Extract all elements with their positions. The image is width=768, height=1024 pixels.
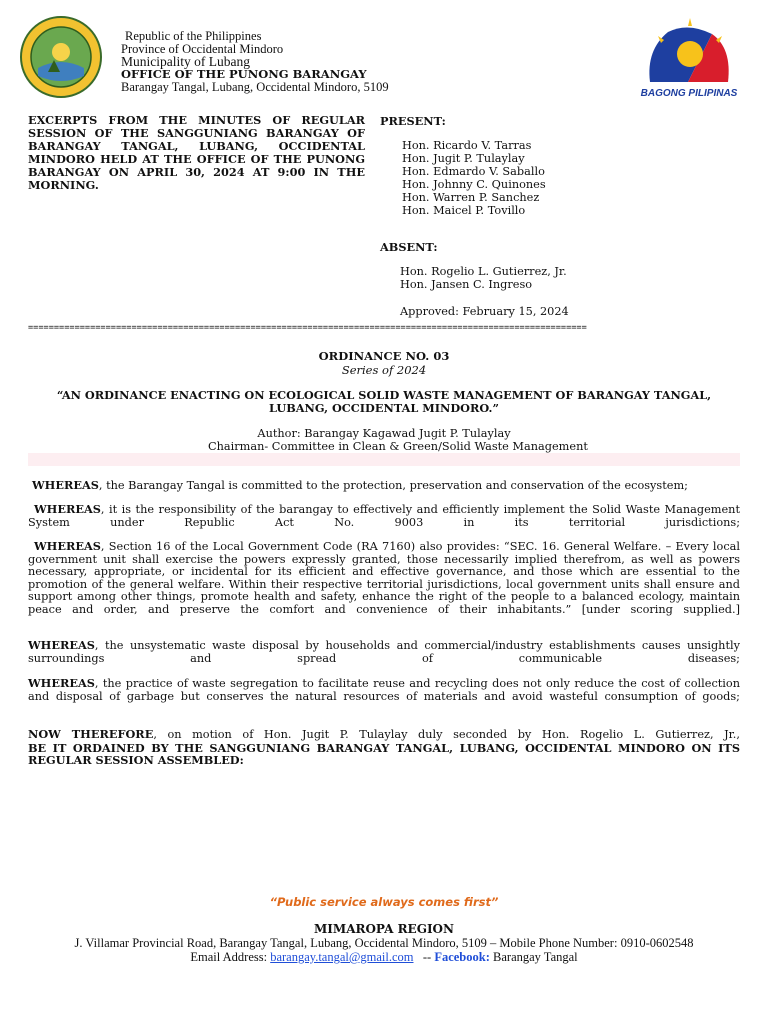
present-name: Hon. Ricardo V. Tarras	[402, 139, 532, 152]
present-name: Hon. Maicel P. Tovillo	[402, 204, 526, 218]
bagong-pilipinas-logo	[628, 12, 750, 102]
present-name: Hon. Jugit P. Tulaylay	[402, 152, 525, 166]
now-therefore-text: , on motion of Hon. Jugit P. Tulaylay duly seconded by Hon. Rogelio L. Gutierrez, Jr.,	[153, 728, 740, 741]
header-office	[121, 68, 367, 81]
footer-region: MIMAROPA REGION	[314, 922, 454, 936]
header-address: Barangay Tangal, Lubang, Occidental Mindoro, 5109	[121, 80, 389, 94]
whereas-paragraph-4	[28, 639, 740, 665]
whereas-keyword: WHEREAS	[34, 539, 101, 553]
approved-date: Approved: February 15, 2024	[400, 305, 569, 318]
ordinance-title	[28, 389, 740, 415]
email-label: Email Address:	[190, 950, 268, 964]
separator-line: ============================================================================================================	[28, 323, 587, 333]
header-province: Province of Occidental Mindoro	[121, 42, 284, 56]
whereas-paragraph-2	[28, 503, 740, 529]
footer-motto: “Public service always comes first”	[269, 895, 499, 909]
whereas-text: , the practice of waste segregation to facilitate reuse and recycling does not only reduce the cost of collection and disposal of garbage but conserves the natural resources of materials and avoid wasteful consumption of goods;	[28, 677, 740, 703]
whereas-text: , it is the responsibility of the barangay to effectively and efficiently implement the Solid Waste Management System under Republic Act No. 9003 in its territorial jurisdictions;	[28, 503, 740, 529]
ordinance-chairman: Chairman- Committee in Clean & Green/Solid Waste Management	[208, 440, 588, 453]
barangay-seal-logo	[20, 16, 102, 98]
absent-list	[400, 265, 567, 291]
present-list	[402, 139, 546, 218]
facebook-label: Facebook:	[434, 950, 490, 964]
header-municipality: Municipality of Lubang	[121, 54, 250, 69]
present-heading: PRESENT:	[380, 114, 446, 128]
absent-name: Hon. Jansen C. Ingreso	[400, 278, 533, 292]
whereas-paragraph-5	[28, 677, 740, 703]
whereas-text: , Section 16 of the Local Government Code (RA 7160) also provides: “SEC. 16. General Welfare. – Every local government unit shall exercise the powers expressly granted, those necessarily implied therefrom, as well as powers necessary, appropriate, or incidental for its efficient and effective governance, and those which are essential to the promotion of the general welfare. Within their respective territorial jurisdictions, local government units shall ensure and support among other things, promote health and safety, enhance the right of the people to a balanced ecology, maintain peace and order, and preserve the comfort and convenience of their inhabitants.” [under scoring supplied.]	[28, 540, 740, 616]
whereas-paragraph-1	[32, 479, 740, 493]
facebook-name: Barangay Tangal	[493, 950, 578, 964]
footer-address: J. Villamar Provincial Road, Barangay Tangal, Lubang, Occidental Mindoro, 5109 – Mobile Phone Number: 0910-0602548	[74, 936, 694, 950]
footer-contact	[0, 950, 768, 965]
email-link[interactable]: barangay.tangal@gmail.com	[270, 950, 414, 964]
whereas-keyword: WHEREAS	[28, 638, 95, 652]
present-name: Hon. Warren P. Sanchez	[402, 191, 540, 205]
footer-separator: --	[422, 950, 432, 964]
ordinance-title-line: LUBANG, OCCIDENTAL MINDORO.”	[269, 401, 499, 415]
whereas-keyword: WHEREAS	[32, 478, 99, 492]
bagong-pilipinas-text: BAGONG PILIPINAS	[640, 88, 738, 99]
ordained-clause: BE IT ORDAINED BY THE SANGGUNIANG BARANGAY TANGAL, LUBANG, OCCIDENTAL MINDORO ON ITS REGULAR SESSION ASSEMBLED:	[28, 740, 740, 767]
whereas-keyword: WHEREAS	[28, 676, 95, 690]
whereas-keyword: WHEREAS	[34, 502, 101, 516]
header-republic: Republic of the Philippines	[125, 29, 262, 43]
whereas-text: , the Barangay Tangal is committed to the protection, preservation and conservation of the ecosystem;	[98, 479, 688, 492]
ordinance-title-line: “AN ORDINANCE ENACTING ON ECOLOGICAL SOLID WASTE MANAGEMENT OF BARANGAY TANGAL,	[56, 388, 712, 402]
now-therefore-keyword: NOW THEREFORE	[28, 727, 154, 741]
highlight-band	[28, 453, 740, 466]
whereas-text: , the unsystematic waste disposal by households and commercial/industry establishments causes unsightly surroundings and spread of communicable diseases;	[28, 639, 740, 665]
absent-name: Hon. Rogelio L. Gutierrez, Jr.	[400, 265, 567, 278]
ordinance-number: ORDINANCE NO. 03	[318, 349, 450, 363]
now-therefore-paragraph	[28, 728, 740, 767]
header-office-label: OFFICE OF THE PUNONG BARANGAY	[121, 67, 367, 81]
absent-heading: ABSENT:	[380, 240, 438, 254]
now-therefore-line	[28, 728, 740, 742]
minutes-excerpt: EXCERPTS FROM THE MINUTES OF REGULAR SESSION OF THE SANGGUNIANG BARANGAY OF BARANGAY TANGAL, LUBANG, OCCIDENTAL MINDORO HELD AT THE OFFICE OF THE PUNONG BARANGAY ON APRIL 30, 2024 AT 9:00 IN THE MORNING.	[28, 113, 365, 192]
present-name: Hon. Johnny C. Quinones	[402, 178, 546, 192]
whereas-paragraph-3	[28, 540, 740, 616]
ordinance-series: Series of 2024	[341, 363, 427, 377]
present-name: Hon. Edmardo V. Saballo	[402, 165, 545, 179]
ordinance-author: Author: Barangay Kagawad Jugit P. Tulaylay	[257, 427, 511, 440]
